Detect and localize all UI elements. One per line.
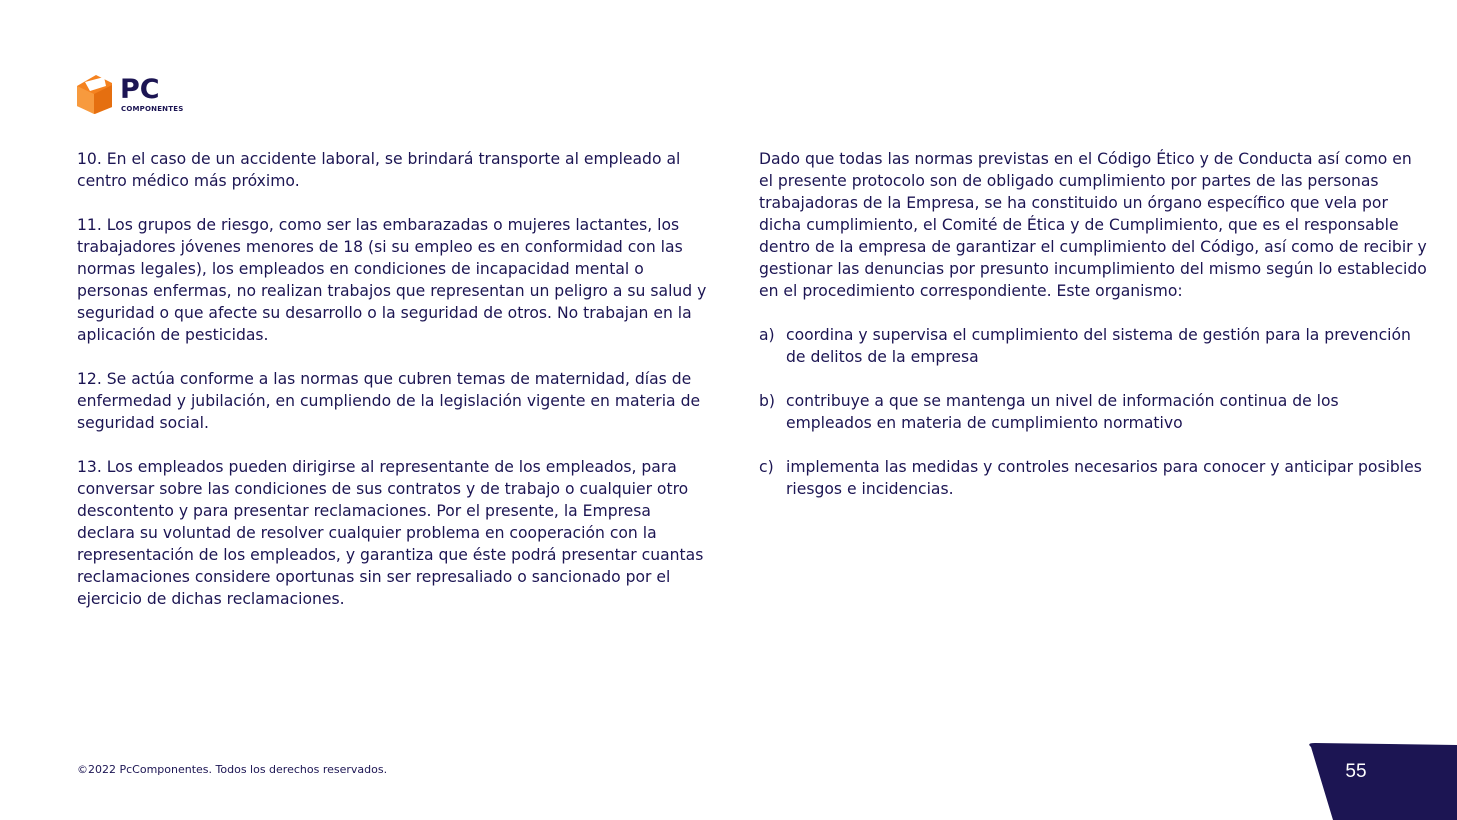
list-item (759, 390, 1429, 434)
list-item (759, 456, 1429, 500)
page-number: 55 (1345, 761, 1367, 782)
copyright-footer: ©2022 PcComponentes. Todos los derechos reservados. (77, 763, 388, 776)
list-item-text: coordina y supervisa el cumplimiento del sistema de gestión para la prevención de delitos de la empresa (786, 326, 1411, 366)
intro-paragraph: Dado que todas las normas previstas en el Código Ético y de Conducta así como en el presente protocolo son de obligado cumplimiento por partes de las personas trabajadoras de la Empresa, se ha constituido un órgano específico que vela por dicha cumplimiento, el Comité de Ética y de Cumplimiento, que es el responsable dentro de la empresa de garantizar el cumplimiento del Código, así como de recibir y gestionar las denuncias por presunto incumplimiento del mismo según lo establecido en el procedimiento correspondiente. Este organismo: (759, 150, 1427, 300)
paragraph-11: 11. Los grupos de riesgo, como ser las embarazadas o mujeres lactantes, los trabajadores jóvenes menores de 18 (si su empleo es en conformidad con las normas legales), los empleados en condiciones de incapacidad mental o personas enfermas, no realizan trabajos que representan un peligro a su salud y seguridad o que afecte su desarrollo o la seguridad de otros. No trabajan en la aplicación de pesticidas. (77, 216, 707, 344)
logo-wordmark: PC (120, 74, 160, 105)
box-logo-icon (76, 73, 116, 117)
paragraph-13: 13. Los empleados pueden dirigirse al representante de los empleados, para conversar sobre las condiciones de sus contratos y de trabajo o cualquier otro descontento y para presentar reclamaciones. Por el presente, la Empresa declara su voluntad de resolver cualquier problema en cooperación con la representación de los empleados, y garantiza que éste podrá presentar cuantas reclamaciones considere oportunas sin ser represaliado o sancionado por el ejercicio de dichas reclamaciones. (77, 458, 704, 608)
list-marker: b) (759, 392, 775, 410)
list-marker: c) (759, 458, 774, 476)
left-column (77, 148, 707, 632)
paragraph-10: 10. En el caso de un accidente laboral, se brindará transporte al empleado al centro médico más próximo. (77, 150, 681, 190)
logo-tagline: COMPONENTES (121, 105, 184, 113)
page-number-tab (1303, 743, 1457, 820)
list-item-text: contribuye a que se mantenga un nivel de información continua de los empleados en materia de cumplimiento normativo (786, 392, 1339, 432)
right-column (759, 148, 1429, 522)
pccomponentes-logo (76, 73, 196, 117)
list-item-text: implementa las medidas y controles necesarios para conocer y anticipar posibles riesgos e incidencias. (786, 458, 1422, 498)
list-marker: a) (759, 326, 775, 344)
list-item (759, 324, 1429, 368)
paragraph-12: 12. Se actúa conforme a las normas que cubren temas de maternidad, días de enfermedad y jubilación, en cumpliendo de la legislación vigente en materia de seguridad social. (77, 370, 701, 432)
